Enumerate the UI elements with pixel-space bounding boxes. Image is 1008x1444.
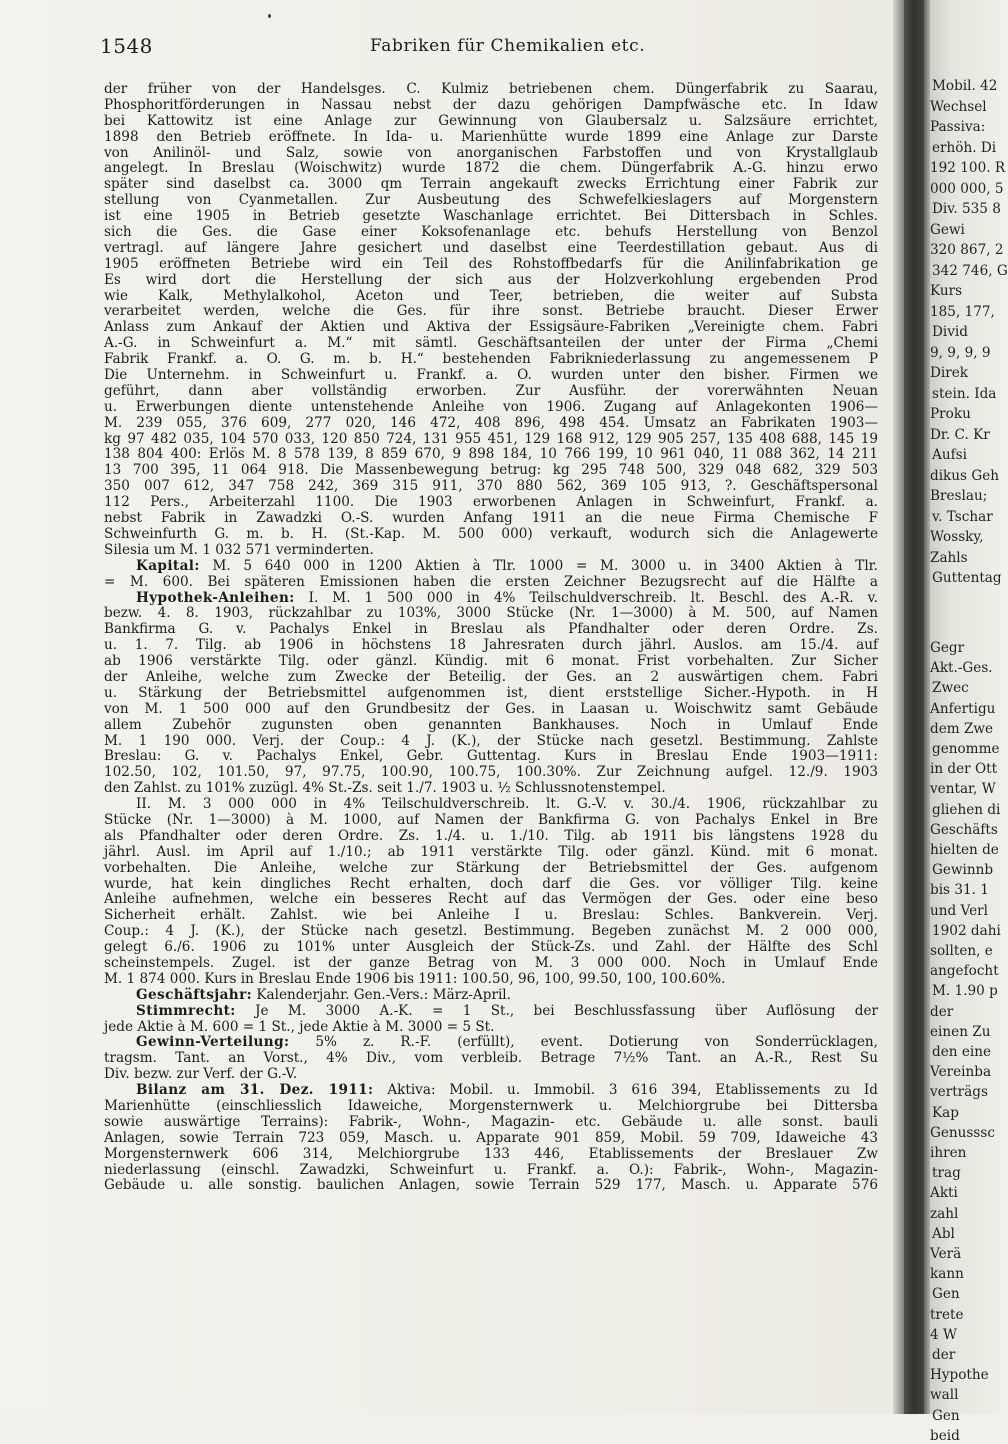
adjacent-page-text: sollten, e bbox=[930, 943, 993, 959]
text-line bbox=[104, 1131, 878, 1147]
line-text: Morgensternwerk 606 314, Melchiorgrube 133 446, Etablissements der Breslauer Zw bbox=[104, 1145, 878, 1162]
adjacent-page-text: Zahls bbox=[930, 549, 968, 566]
text-line bbox=[104, 606, 878, 622]
line-text: Marienhütte (einschliesslich Idaweiche, Morgensternwerk u. Melchiorgrube bei Dittersba bbox=[104, 1098, 878, 1114]
adjacent-page-text: beid bbox=[930, 1427, 960, 1444]
text-line bbox=[104, 527, 878, 543]
line-text: als Pfandhalter oder deren Ordre. Zs. 1./4. u. 1./10. Tilg. ab 1911 bis längstens 1928 du bbox=[104, 827, 878, 844]
adjacent-page-text: kann bbox=[930, 1266, 964, 1283]
text-line bbox=[104, 559, 878, 575]
line-text: scheinstempels. Zugel. ist der ganze Betrag von M. 3 000 000. Noch in Umlauf Ende bbox=[104, 954, 878, 971]
text-line bbox=[104, 908, 878, 924]
line-text: verarbeitet werden, welche die Ges. für ihre sonst. Betriebe braucht. Dieser Erwer bbox=[104, 303, 878, 320]
adjacent-page-text: Gewinnb bbox=[932, 862, 994, 879]
text-line bbox=[104, 845, 878, 861]
line-text: jährl. Ausl. im April auf 1./10.; ab 1911 verstärkte Tilg. oder gänzl. Künd. mit 6 monat. bbox=[104, 843, 878, 860]
adjacent-page-text: stein. Ida bbox=[932, 385, 997, 402]
adjacent-page-text: der bbox=[932, 1347, 956, 1363]
text-line bbox=[104, 749, 878, 765]
line-text: ist eine 1905 in Betrieb gesetzte Waschanlage errichtet. Bei Dittersbach in Schles. bbox=[104, 208, 878, 225]
adjacent-page-text: Direk bbox=[930, 365, 969, 381]
text-line bbox=[104, 591, 878, 607]
text-line bbox=[104, 734, 878, 750]
text-line bbox=[104, 336, 878, 352]
line-text: bei Kattowitz ist eine Anlage zur Gewinnung von Glaubersalz u. Salzsäure errichtet, bbox=[104, 112, 878, 129]
adjacent-page-text: wall bbox=[930, 1387, 959, 1404]
adjacent-page-text: Vereinba bbox=[930, 1064, 992, 1081]
text-line bbox=[104, 257, 878, 273]
adjacent-page-text: trete bbox=[930, 1306, 964, 1323]
text-line bbox=[104, 638, 878, 654]
text-line bbox=[104, 1099, 878, 1115]
line-text: Silesia um M. 1 032 571 verminderten. bbox=[104, 541, 374, 558]
adjacent-page-text: verträgs bbox=[930, 1084, 988, 1101]
line-text: jede Aktie à M. 600 = 1 St., jede Aktie à M. 3000 = 5 St. bbox=[104, 1018, 495, 1035]
section-heading: Hypothek-Anleihen: bbox=[136, 589, 295, 606]
page-number: 1548 bbox=[100, 34, 153, 58]
adjacent-page-text: Anfertigu bbox=[930, 700, 996, 717]
text-line bbox=[104, 368, 878, 384]
text-line bbox=[104, 447, 878, 463]
adjacent-page-text: Kurs bbox=[930, 283, 963, 299]
print-speck bbox=[268, 14, 271, 18]
line-text: niederlassung (einschl. Zawadzki, Schweinfurt u. Frankf. a. O.): Fabrik-, Wohn-, Magazin- bbox=[104, 1161, 878, 1178]
line-text: den Zahlst. zu 101% zuzügl. 4% St.-Zs. seit 1./7. 1903 u. ½ Schlussnotenstempel. bbox=[104, 780, 666, 797]
adjacent-page-text: 192 100. R bbox=[930, 160, 1006, 176]
section-heading: Gewinn-Verteilung: bbox=[136, 1034, 290, 1051]
adjacent-page-text: Gen bbox=[932, 1286, 960, 1303]
text-line bbox=[104, 161, 878, 177]
text-line bbox=[104, 209, 878, 225]
text-line bbox=[104, 320, 878, 336]
line-text: wie Kalk, Methylalkohol, Aceton und Teer, betrieben, die weiter auf Substa bbox=[104, 287, 878, 304]
text-line bbox=[104, 1004, 878, 1020]
line-text: Phosphoritförderungen in Nassau nebst der dazu gehörigen Dampfwäsche etc. In Idaw bbox=[104, 96, 878, 113]
adjacent-page-text: Genusssc bbox=[930, 1124, 995, 1141]
text-line bbox=[104, 622, 878, 638]
adjacent-page-text: den eine bbox=[932, 1044, 992, 1060]
section-heading: Stimmrecht: bbox=[136, 1002, 236, 1019]
adjacent-page-text: der bbox=[930, 1003, 954, 1020]
adjacent-page-text: genomme bbox=[932, 741, 1000, 757]
adjacent-page-text: bis 31. 1 bbox=[930, 882, 989, 899]
adjacent-page-text: ihren bbox=[930, 1145, 967, 1161]
line-text: A.-G. in Schweinfurt a. M.“ mit sämtl. Geschäftsanteilen der unter der Firma „Chemi bbox=[104, 335, 878, 352]
line-text: Es wird dort die Herstellung der sich aus der Holzverkohlung ergebenden Prod bbox=[104, 271, 878, 288]
text-line bbox=[104, 543, 878, 559]
line-text: M. 1 874 000. Kurs in Breslau Ende 1906 bis 1911: 100.50, 96, 100, 99.50, 100, 100.60%. bbox=[104, 970, 726, 987]
adjacent-page-text: Divid bbox=[932, 324, 968, 340]
line-text: 1905 eröffneten Betriebe wird ein Teil des Rohstoffbedarfs für die Anilinfabrikation ge bbox=[104, 255, 878, 272]
line-text: Anlass zum Ankauf der Aktien und Aktiva der Essigsäure-Fabriken „Vereinigte chem. Fabri bbox=[104, 319, 878, 336]
line-text: u. 1. 7. Tilg. ab 1906 in höchstens 18 Jahresraten durch jährl. Auslos. am 15./4. auf bbox=[104, 637, 878, 654]
adjacent-page-text: Mobil. 42 bbox=[932, 78, 998, 94]
text-line bbox=[104, 241, 878, 257]
line-text: kg 97 482 035, 104 570 033, 120 850 724, 131 955 451, 129 168 912, 129 905 257, 135 408 688, 145 19 bbox=[104, 430, 878, 447]
text-line bbox=[104, 352, 878, 368]
text-line bbox=[104, 718, 878, 734]
text-line bbox=[104, 797, 878, 813]
adjacent-page-text: Gegr bbox=[930, 640, 965, 656]
line-text: vertragl. auf längere Jahre gesichert und daselbst eine Teerdestillation gebaut. Aus di bbox=[104, 239, 878, 256]
adjacent-page-text: 9, 9, 9, 9 bbox=[930, 344, 991, 361]
text-line bbox=[104, 98, 878, 114]
line-text: II. M. 3 000 000 in 4% Teilschuldverschreib. lt. G.-V. v. 30./4. 1906, rückzahlbar zu bbox=[136, 796, 878, 813]
text-line bbox=[104, 781, 878, 797]
text-line bbox=[104, 813, 878, 829]
line-text: Fabrik Frankf. a. O. G. m. b. H.“ bestehenden Fabrikniederlassung zu angemessenem P bbox=[104, 351, 878, 368]
section-heading: Geschäftsjahr: bbox=[136, 986, 253, 1003]
adjacent-page-text: v. Tschar bbox=[932, 508, 993, 525]
adjacent-page-text: 320 867, 2 bbox=[930, 242, 1004, 258]
running-title: Fabriken für Chemikalien etc. bbox=[370, 36, 646, 56]
line-text: Bankfirma G. v. Pachalys Enkel in Breslau als Pfandhalter oder deren Ordre. Zs. bbox=[104, 621, 878, 638]
text-line bbox=[104, 575, 878, 591]
adjacent-page-text: 000 000, 5 bbox=[930, 180, 1004, 197]
text-line bbox=[104, 702, 878, 718]
text-line bbox=[104, 686, 878, 702]
line-text: 1898 den Betrieb eröffnete. In Ida- u. Marienhütte wurde 1899 eine Anlage zur Darste bbox=[104, 128, 878, 145]
line-text: Kalenderjahr. Gen.-Vers.: März-April. bbox=[256, 986, 511, 1003]
text-line bbox=[104, 146, 878, 162]
line-text: Sicherheit erhält. Zahlst. wie bei Anleihe I u. Breslau: Schles. Bankverein. Verj. bbox=[104, 907, 878, 924]
text-line bbox=[104, 1178, 878, 1194]
adjacent-page-text: gliehen di bbox=[932, 801, 1001, 818]
text-line bbox=[104, 193, 878, 209]
line-text: geführt, dann aber vollständig erworben. Zur Ausführ. der vorerwähnten Neuan bbox=[104, 382, 878, 399]
main-text-column bbox=[104, 82, 878, 1194]
line-text: nebst Fabrik in Zawadzki O.-S. wurden Anfang 1911 an die neue Firma Chemische F bbox=[104, 510, 878, 527]
text-line bbox=[104, 225, 878, 241]
adjacent-page-text: Dr. C. Kr bbox=[930, 426, 990, 443]
adjacent-page-text: Div. 535 8 bbox=[932, 201, 1001, 217]
text-line bbox=[104, 829, 878, 845]
adjacent-page-text: in der Ott bbox=[930, 761, 998, 778]
text-line bbox=[104, 956, 878, 972]
line-text: ab 1906 verstärkte Tilg. oder gänzl. Kündig. mit 6 monat. Frist vorbehalten. Zur Sicher bbox=[104, 653, 878, 670]
adjacent-page-text: zahl bbox=[930, 1205, 959, 1222]
adjacent-page-text: Wossky, bbox=[930, 529, 984, 545]
line-text: von M. 1 500 000 auf den Grundbesitz der Ges. in Laasan u. Woischwitz samt Gebäude bbox=[104, 700, 878, 717]
adjacent-page-fragment bbox=[930, 0, 1008, 1444]
text-line bbox=[104, 1035, 878, 1051]
adjacent-page-text: trag bbox=[932, 1165, 961, 1182]
adjacent-page-text: Geschäfts bbox=[930, 821, 998, 838]
text-line bbox=[104, 670, 878, 686]
adjacent-page-text: Wechsel bbox=[930, 98, 987, 115]
adjacent-page-text: 4 W bbox=[930, 1326, 957, 1343]
line-text: Anleihe aufnehmen, welche ein besseres Recht auf das Vermögen der Ges. oder eine beso bbox=[104, 891, 878, 908]
adjacent-page-text: M. 1.90 p bbox=[932, 983, 998, 1000]
adjacent-page-text: einen Zu bbox=[930, 1023, 991, 1040]
line-text: der früher von der Handelsges. C. Kulmiz betriebenen chem. Düngerfabrik zu Saarau, bbox=[104, 81, 878, 97]
adjacent-page-text: Akti bbox=[930, 1185, 958, 1202]
text-line bbox=[104, 1163, 878, 1179]
adjacent-page-text: 1902 dahi bbox=[932, 922, 1001, 939]
text-line bbox=[104, 861, 878, 877]
line-text: Div. bezw. zur Verf. der G.-V. bbox=[104, 1066, 298, 1083]
line-text: der Anleihe, welche zum Zwecke der Beteilig. der Ges. an 2 auswärtigen chem. Fabri bbox=[104, 668, 878, 685]
text-line bbox=[104, 82, 878, 98]
text-line bbox=[104, 972, 878, 988]
adjacent-page-text: Breslau; bbox=[930, 488, 988, 504]
adjacent-page-text: Passiva: bbox=[930, 119, 986, 135]
line-text: Gebäude u. alle sonstig. baulichen Anlagen, sowie Terrain 529 177, Masch. u. Apparate 576 bbox=[104, 1177, 878, 1194]
line-text: u. Erwerbungen diente untenstehende Anleihe von 1906. Zugang auf Anlagekonten 1906— bbox=[104, 398, 878, 415]
adjacent-page-text: Kap bbox=[932, 1104, 959, 1121]
adjacent-page-text: hielten de bbox=[930, 842, 999, 858]
adjacent-page-text: angefocht bbox=[930, 963, 999, 980]
text-line bbox=[104, 988, 878, 1004]
line-text: tragsm. Tant. an Vorst., 4% Div., vom verbleib. Betrage 7½% Tant. an A.-R., Rest Su bbox=[104, 1050, 878, 1067]
line-text: angelegt. In Breslau (Woischwitz) wurde 1872 die chem. Düngerfabrik A.-G. hinzu erwo bbox=[104, 160, 878, 177]
adjacent-page-text: Aufsi bbox=[932, 447, 967, 463]
text-line bbox=[104, 1115, 878, 1131]
line-text: 350 007 612, 347 758 242, 369 315 911, 370 880 562, 369 105 913, ?. Geschäftspersonal bbox=[104, 478, 878, 495]
text-line bbox=[104, 416, 878, 432]
text-line bbox=[104, 654, 878, 670]
line-text: 13 700 395, 11 064 918. Die Massenbewegung betrug: kg 295 748 500, 329 048 682, 329 503 bbox=[104, 462, 878, 479]
text-line bbox=[104, 940, 878, 956]
adjacent-page-text: 342 746, G bbox=[932, 262, 1008, 279]
line-text: Schweinfurth G. m. b. H. (St.-Kap. M. 500 000) verkauft, wodurch sich die Anlagewerte bbox=[104, 525, 878, 542]
text-line bbox=[104, 177, 878, 193]
text-line bbox=[104, 304, 878, 320]
text-line bbox=[104, 130, 878, 146]
line-text: vorbehalten. Die Anleihe, welche zur Stärkung der Betriebsmittel der Ges. aufgenom bbox=[104, 859, 878, 876]
text-line bbox=[104, 432, 878, 448]
text-line bbox=[104, 892, 878, 908]
text-line bbox=[104, 273, 878, 289]
adjacent-page-text: Zwec bbox=[932, 680, 969, 697]
adjacent-page-text: Akt.-Ges. bbox=[930, 660, 993, 677]
line-text: von Anilinöl- und Salz, sowie von anorganischen Farbstoffen und von Krystallglaub bbox=[104, 144, 878, 161]
text-line bbox=[104, 765, 878, 781]
line-text: Anlagen, sowie Terrain 723 059, Masch. u. Apparate 901 859, Mobil. 59 709, Idaweiche 43 bbox=[104, 1129, 878, 1146]
line-text: 112 Pers., Arbeiterzahl 1100. Die 1903 erworbenen Anlagen in Schweinfurt, Frankf. a. bbox=[104, 494, 878, 511]
adjacent-page-text: dem Zwe bbox=[930, 720, 994, 737]
line-text: gelegt 6./6. 1906 zu 101% unter Ausgleich der Stück-Zs. und Zahl. der Hälfte des Schl bbox=[104, 939, 878, 956]
line-text: M. 5 640 000 in 1200 Aktien à Tlr. 1000 = M. 3000 u. in 3400 Aktien à Tlr. bbox=[212, 557, 878, 574]
text-line bbox=[104, 384, 878, 400]
section-heading: Kapital: bbox=[136, 557, 200, 574]
text-line bbox=[104, 114, 878, 130]
text-line bbox=[104, 1051, 878, 1067]
adjacent-page-text: Hypothe bbox=[930, 1367, 989, 1384]
adjacent-page-text: erhöh. Di bbox=[932, 139, 997, 156]
text-line bbox=[104, 1067, 878, 1083]
line-text: später sind daselbst ca. 3000 qm Terrain angekauft zwecks Errichtung einer Fabrik zur bbox=[104, 176, 878, 193]
line-text: M. 1 190 000. Verj. der Coup.: 4 J. (K.), der Stücke nach gesetzl. Bestimmung. Zahlste bbox=[104, 732, 878, 749]
line-text: Breslau: G. v. Pachalys Enkel, Gebr. Guttentag. Kurs in Breslau Ende 1903—1911: bbox=[104, 748, 878, 765]
text-line bbox=[104, 289, 878, 305]
line-text: u. Stärkung der Betriebsmittel aufgenommen ist, dient erststellige Sicher.-Hypoth. in H bbox=[104, 684, 878, 701]
text-line bbox=[104, 511, 878, 527]
adjacent-page-text: Abl bbox=[932, 1225, 955, 1242]
line-text: Stücke (Nr. 1—3000) à M. 1000, auf Namen der Bankfirma G. von Pachalys Enkel in Bre bbox=[104, 811, 878, 828]
text-line bbox=[104, 1083, 878, 1099]
line-text: sowie auswärtige Terrains): Fabrik-, Wohn-, Magazin- etc. Gebäude u. alle sonst. bauli bbox=[104, 1113, 878, 1130]
adjacent-page-text: Guttentag bbox=[932, 570, 1002, 586]
section-heading: Bilanz am 31. Dez. 1911: bbox=[136, 1082, 374, 1099]
line-text: wurde, hat kein dingliches Recht erhalten, doch darf die Ges. vor völliger Tilg. keine bbox=[104, 875, 878, 892]
gutter-dark-strip bbox=[904, 0, 924, 1414]
line-text: I. M. 1 500 000 in 4% Teilschuldverschreib. lt. Beschl. des A.-R. v. bbox=[308, 589, 879, 606]
text-line bbox=[104, 924, 878, 940]
line-text: Coup.: 4 J. (K.), der Stücke nach gesetzl. Bestimmung. Begeben zunächst M. 2 000 000, bbox=[104, 923, 878, 940]
adjacent-page-text: Gewi bbox=[930, 221, 965, 238]
line-text: M. 239 055, 376 609, 277 020, 146 472, 408 896, 498 454. Umsatz an Fabrikaten 1903— bbox=[104, 414, 878, 431]
adjacent-page-text: und Verl bbox=[930, 902, 988, 919]
adjacent-page-text: Proku bbox=[930, 406, 971, 422]
line-text: 138 804 400: Erlös M. 8 578 139, 8 859 670, 9 898 184, 10 766 199, 10 961 040, 11 088 362, 14 211 bbox=[104, 446, 878, 463]
text-line bbox=[104, 1147, 878, 1163]
adjacent-page-text: dikus Geh bbox=[930, 467, 999, 484]
line-text: 5% z. R.-F. (erfüllt), event. Dotierung von Sonderrücklagen, bbox=[315, 1034, 878, 1051]
text-line bbox=[104, 479, 878, 495]
text-line bbox=[104, 877, 878, 893]
line-text: stellung von Cyanmetallen. Zur Ausbeutung des Schwefelkieslagers auf Morgenstern bbox=[104, 192, 878, 209]
line-text: Je M. 3000 A.-K. = 1 St., bei Beschlussfassung über Auflösung der bbox=[255, 1002, 878, 1019]
page-header bbox=[100, 34, 880, 64]
text-line bbox=[104, 463, 878, 479]
line-text: sich die Ges. die Gase einer Koksofenanlage etc. behufs Herstellung von Benzol bbox=[104, 224, 878, 241]
text-line bbox=[104, 1020, 878, 1036]
adjacent-page-text: Verä bbox=[930, 1246, 962, 1262]
text-line bbox=[104, 400, 878, 416]
line-text: allem Zubehör zugunsten oben genannten Bankhauses. Noch in Umlauf Ende bbox=[104, 716, 878, 733]
line-text: = M. 600. Bei späteren Emissionen haben die ersten Zeichner Bezugsrecht auf die Hälfte a bbox=[104, 573, 878, 590]
line-text: Aktiva: Mobil. u. Immobil. 3 616 394, Etablissements zu Id bbox=[387, 1082, 878, 1099]
adjacent-page-text: ventar, W bbox=[930, 781, 996, 798]
adjacent-page-text: 185, 177, bbox=[930, 303, 995, 320]
line-text: bezw. 4. 8. 1903, rückzahlbar zu 103%, 3000 Stücke (Nr. 1—3000) à M. 500, auf Namen bbox=[104, 605, 878, 622]
text-line bbox=[104, 495, 878, 511]
adjacent-page-text: Gen bbox=[932, 1407, 960, 1424]
line-text: 102.50, 102, 101.50, 97, 97.75, 100.90, 100.75, 100.30%. Zur Zeichnung aufgel. 12./9. 1903 bbox=[104, 764, 878, 781]
line-text: Die Unternehm. in Schweinfurt u. Frankf. a. O. wurden unter den bisher. Firmen we bbox=[104, 367, 878, 384]
